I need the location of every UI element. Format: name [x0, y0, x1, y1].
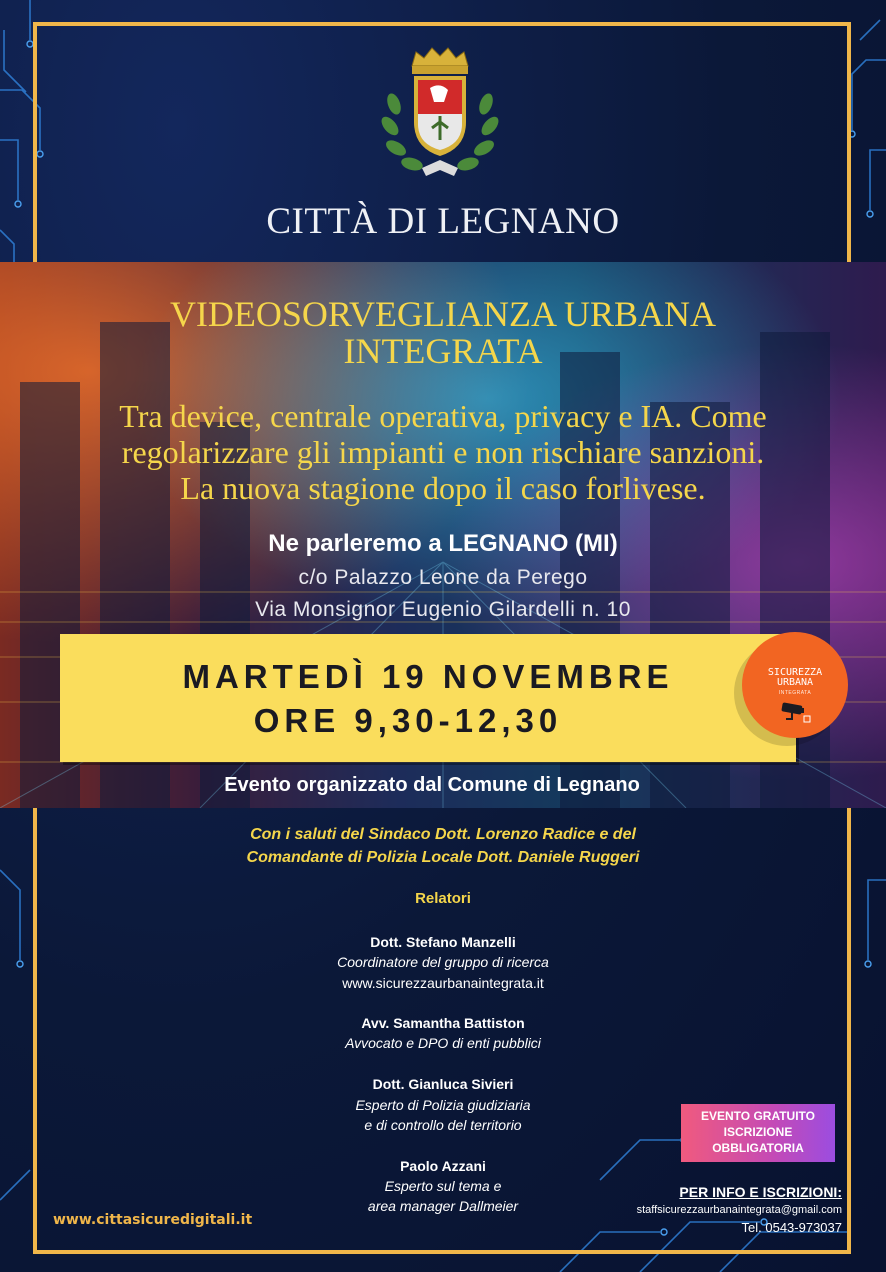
speaker-name: Paolo Azzani	[400, 1158, 486, 1174]
greetings-line1: Con i saluti del Sindaco Dott. Lorenzo Radice e del	[250, 826, 636, 843]
logo-text-line2: URBANA	[776, 677, 814, 688]
venue-address: Via Monsignor Eugenio Gilardelli n. 10	[255, 598, 631, 621]
city-name: CITTÀ DI LEGNANO	[266, 201, 620, 242]
speaker-role: Esperto sul tema e	[384, 1178, 502, 1194]
city-crest-icon	[376, 44, 504, 180]
speaker-role: Coordinatore del gruppo di ricerca	[337, 954, 549, 970]
event-date: MARTEDÌ 19 NOVEMBRE	[182, 658, 674, 695]
speaker-role: Avvocato e DPO di enti pubblici	[345, 1035, 541, 1051]
logo-text-line1: SICUREZZA	[767, 667, 823, 678]
security-camera-icon	[778, 700, 812, 724]
contact-phone[interactable]: Tel. 0543-973037	[741, 1220, 842, 1235]
date-banner	[60, 634, 796, 762]
event-subtitle	[0, 398, 886, 506]
event-subtitle-line1: Tra device, centrale operativa, privacy e IA. Come	[119, 398, 767, 434]
location-intro: Ne parleremo a LEGNANO (MI)	[268, 530, 618, 557]
speakers-heading: Relatori	[415, 890, 471, 907]
greetings-line2: Comandante di Polizia Locale Dott. Daniele Ruggeri	[246, 849, 640, 866]
logo-text-line3: INTEGRATA	[778, 690, 812, 696]
speaker-website-link[interactable]: www.sicurezzaurbanaintegrata.it	[342, 975, 544, 991]
speaker-name: Dott. Stefano Manzelli	[370, 934, 516, 950]
speaker-role: e di controllo del territorio	[364, 1117, 522, 1133]
event-title-line2: INTEGRATA	[343, 331, 543, 371]
event-time: ORE 9,30-12,30	[253, 702, 563, 739]
registration-line3: OBBLIGATORIA	[712, 1141, 804, 1155]
speaker-name: Dott. Gianluca Sivieri	[372, 1076, 514, 1092]
event-subtitle-line2: regolarizzare gli impianti e non rischiare sanzioni.	[121, 434, 765, 470]
contact-email[interactable]: staffsicurezzaurbanaintegrata@gmail.com	[636, 1204, 842, 1216]
contact-label: PER INFO E ISCRIZIONI:	[679, 1184, 842, 1200]
event-subtitle-line3: La nuova stagione dopo il caso forlivese.	[180, 470, 706, 506]
speaker-role: Esperto di Polizia giudiziaria	[355, 1097, 531, 1113]
registration-line1: EVENTO GRATUITO	[700, 1109, 815, 1123]
speaker-name: Avv. Samantha Battiston	[361, 1015, 525, 1031]
event-title-line1: VIDEOSORVEGLIANZA URBANA	[169, 294, 717, 334]
registration-line2: ISCRIZIONE	[723, 1125, 793, 1139]
event-title	[0, 296, 886, 370]
event-organizer: Evento organizzato dal Comune di Legnano	[224, 774, 640, 796]
venue-name: c/o Palazzo Leone da Perego	[298, 566, 588, 589]
speaker-role: area manager Dallmeier	[367, 1198, 519, 1214]
footer-website-link[interactable]: www.cittasicuredigitali.it	[53, 1212, 253, 1228]
